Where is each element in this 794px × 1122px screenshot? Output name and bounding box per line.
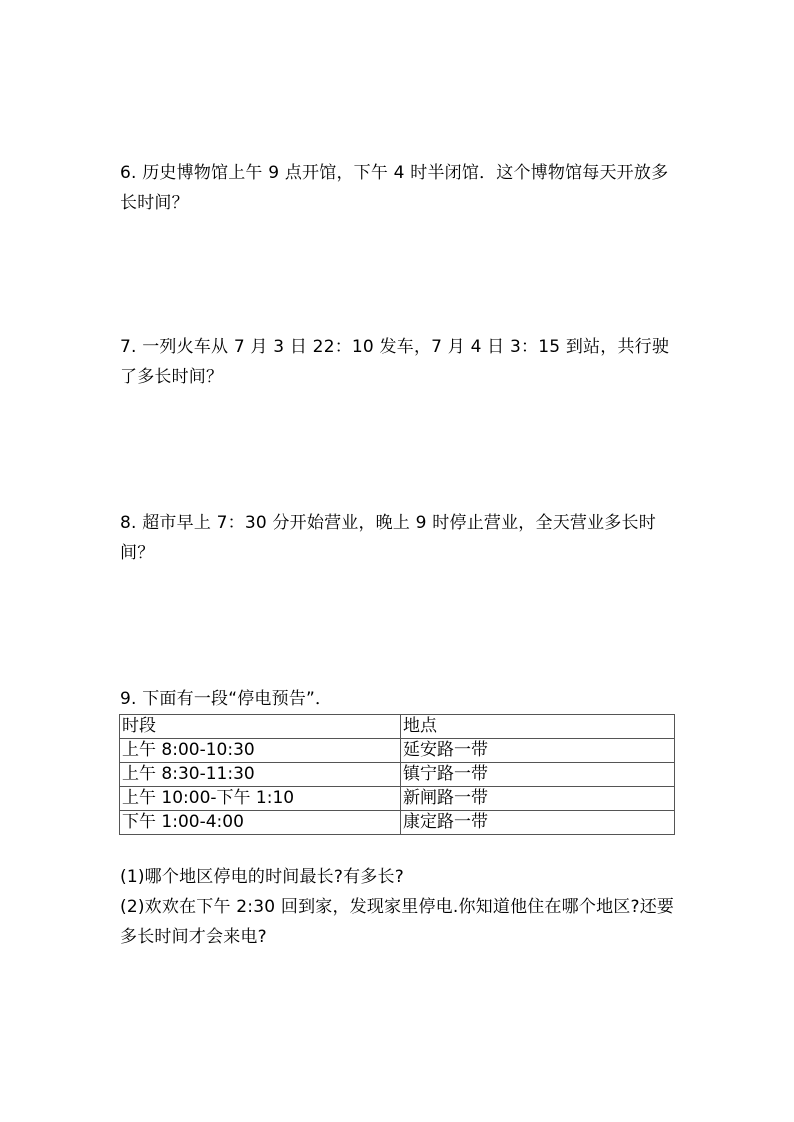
location-cell: 新闸路一带 (401, 787, 675, 811)
time-cell: 上午 8:00-10:30 (120, 739, 401, 763)
table-row (120, 739, 675, 763)
time-cell: 下午 1:00-4:00 (120, 811, 401, 835)
question-8: 8. 超市早上 7：30 分开始营业，晚上 9 时停止营业，全天营业多长时间？ (120, 513, 656, 563)
table-row (120, 763, 675, 787)
question-6: 6. 历史博物馆上午 9 点开馆，下午 4 时半闭馆．这个博物馆每天开放多长时间？ (120, 163, 669, 213)
question-7: 7. 一列火车从 7 月 3 日 22：10 发车，7 月 4 日 3：15 到站，共行驶了多长时间？ (120, 337, 670, 387)
table-row (120, 811, 675, 835)
power-outage-table (119, 714, 675, 835)
question-9: 9. 下面有一段“停电预告”． (120, 689, 333, 709)
time-cell: 上午 10:00-下午 1:10 (120, 787, 401, 811)
location-cell: 延安路一带 (401, 739, 675, 763)
question-9-part-2: (2)欢欢在下午 2:30 回到家，发现家里停电.你知道他住在哪个地区?还要多长时间才会来电? (120, 897, 675, 947)
header-location: 地点 (401, 715, 675, 739)
location-cell: 镇宁路一带 (401, 763, 675, 787)
table-row (120, 787, 675, 811)
table-header-row (120, 715, 675, 739)
question-9-part-1: (1)哪个地区停电的时间最长?有多长? (120, 867, 404, 887)
time-cell: 上午 8:30-11:30 (120, 763, 401, 787)
location-cell: 康定路一带 (401, 811, 675, 835)
header-time-period: 时段 (120, 715, 401, 739)
